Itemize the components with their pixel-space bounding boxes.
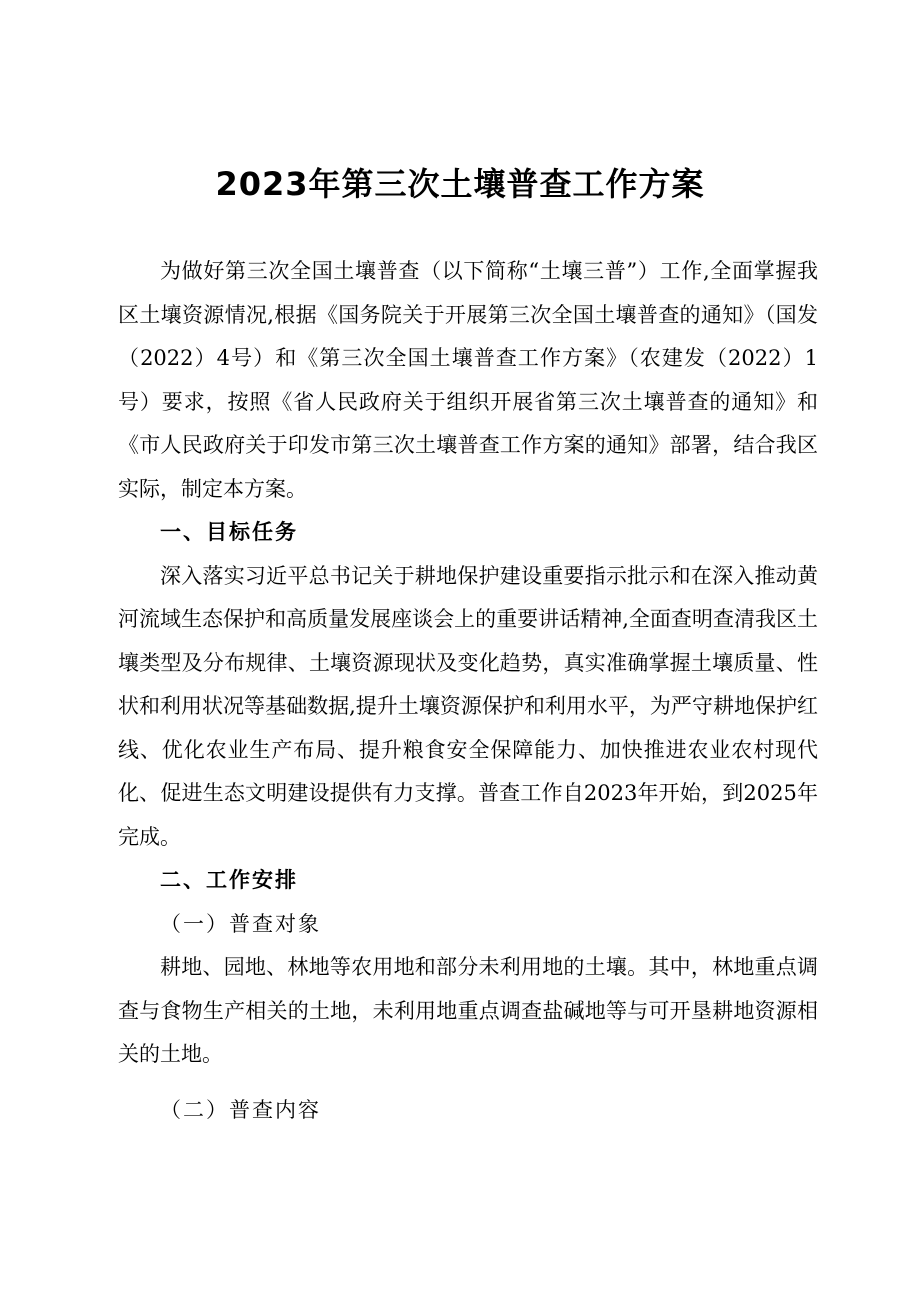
document-body: [118, 250, 818, 1132]
document-title: 2023年第三次土壤普查工作方案: [215, 165, 705, 203]
subheading-survey-objects: （一）普查对象: [160, 911, 321, 936]
subheading-survey-content: （二）普查内容: [160, 1097, 321, 1122]
intro-paragraph: 为做好第三次全国土壤普查（以下简称“土壤三普”）工作,全面掌握我区土壤资源情况,根据《国务院关于开展第三次全国土壤普查的通知》（国发（2022）4号）和《第三次全国土壤普查工作方案》（农建发（2022）1号）要求，按照《省人民政府关于组织开展省第三次土壤普查的通知》和《市人民政府关于印发市第三次土壤普查工作方案的通知》部署，结合我区实际，制定本方案。: [118, 259, 818, 501]
survey-objects-paragraph: 耕地、园地、林地等农用地和部分未利用地的土壤。其中，林地重点调查与食物生产相关的土地，未利用地重点调查盐碱地等与可开垦耕地资源相关的土地。: [118, 955, 818, 1066]
section-heading-goals: 一、目标任务: [160, 520, 298, 544]
section-heading-arrangement: 二、工作安排: [160, 868, 298, 892]
spacer: [118, 1077, 818, 1089]
goals-paragraph: 深入落实习近平总书记关于耕地保护建设重要指示批示和在深入推动黄河流域生态保护和高质量发展座谈会上的重要讲话精神,全面查明查清我区土壤类型及分布规律、土壤资源现状及变化趋势，真实准确掌握土壤质量、性状和利用状况等基础数据,提升土壤资源保护和利用水平，为严守耕地保护红线、优化农业生产布局、提升粮食安全保障能力、加快推进农业农村现代化、促进生态文明建设提供有力支撑。普查工作自2023年开始，到2025年完成。: [118, 563, 818, 849]
